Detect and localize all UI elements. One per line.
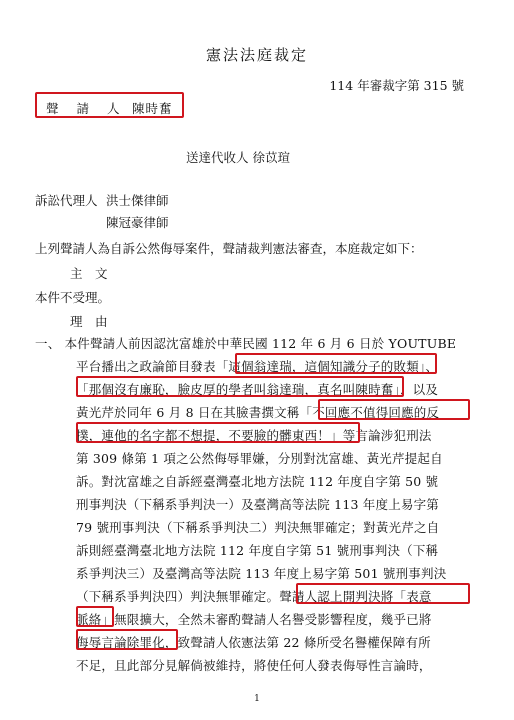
petitioner-highlight-box (35, 92, 184, 118)
reason-line: 第 309 條第 1 項之公然侮辱罪嫌，分別對沈富雄、黃光芹提起自 (76, 451, 443, 466)
intro-paragraph: 上列聲請人為自訴公然侮辱案件，聲請裁判憲法審查，本庭裁定如下： (35, 241, 423, 256)
reason-line: 平台播出之政論節目發表「這個翁達瑞，這個知識分子的敗類」、 (76, 359, 439, 374)
quote-highlight-box (76, 422, 360, 443)
reason-line: 系爭判決三）及臺灣高等法院 113 年度上易字第 501 號刑事判決 (76, 566, 447, 581)
quote-highlight-box (296, 583, 470, 604)
quote-highlight-box (76, 629, 178, 650)
reason-heading: 理 由 (70, 314, 108, 329)
reason-line: 訴則經臺灣臺北地方法院 112 年度自字第 51 號刑事判決（下稱 (76, 543, 439, 558)
reason-line: 刑事判決（下稱系爭判決一）及臺灣高等法院 113 年度上易字第 (76, 497, 440, 512)
petitioner-name: 陳時奮 (132, 101, 173, 116)
reason-line: 不足，且此部分見解倘被維持，將使任何人發表侮辱性言論時， (76, 658, 432, 673)
reason-line: 脈絡」無限擴大，全然未審酌聲請人名譽受影響程度，幾乎已將 (76, 612, 432, 627)
reason-line: 「那個沒有廉恥，臉皮厚的學者叫翁達瑞，真名叫陳時奮」，以及 (76, 382, 439, 397)
attorney-label: 訴訟代理人 (35, 193, 98, 208)
reason-line: 訴。對沈富雄之自訴經臺灣臺北地方法院 112 年度自字第 50 號 (76, 474, 439, 489)
ruling-text: 本件不受理。 (35, 290, 111, 305)
attorney-name-1: 洪士傑律師 (106, 193, 169, 208)
main-text-heading: 主 文 (70, 266, 108, 281)
reason-line: 一、 本件聲請人前因認沈富雄於中華民國 112 年 6 月 6 日於 YOUTUBE (35, 336, 457, 351)
quote-highlight-box (318, 399, 470, 420)
reason-line: 撲，連他的名字都不想提，不要臉的髒東西！」等言論涉犯刑法 (76, 428, 432, 443)
reason-line: （下稱系爭判決四）判決無罪確定。聲請人認上開判決將「表意 (76, 589, 432, 604)
attorney-name-2: 陳冠豪律師 (106, 215, 169, 230)
reason-line: 79 號刑事判決（下稱系爭判決二）判決無罪確定；對黃光芹之自 (76, 520, 440, 535)
case-number: 114 年審裁字第 315 號 (329, 78, 464, 93)
quote-highlight-box (235, 353, 437, 374)
page-number: 1 (254, 694, 260, 704)
quote-highlight-box (76, 376, 404, 397)
document-title: 憲法法庭裁定 (205, 46, 308, 64)
petitioner-label: 聲 請 人 (46, 101, 127, 116)
quote-highlight-box (76, 606, 114, 627)
service-agent: 送達代收人 徐苡瑄 (186, 150, 290, 165)
reason-line: 侮辱言論除罪化，致聲請人依憲法第 22 條所受名譽權保障有所 (76, 635, 431, 650)
reason-line: 黃光芹於同年 6 月 8 日在其臉書撰文稱「不回應不值得回應的反 (76, 405, 440, 420)
